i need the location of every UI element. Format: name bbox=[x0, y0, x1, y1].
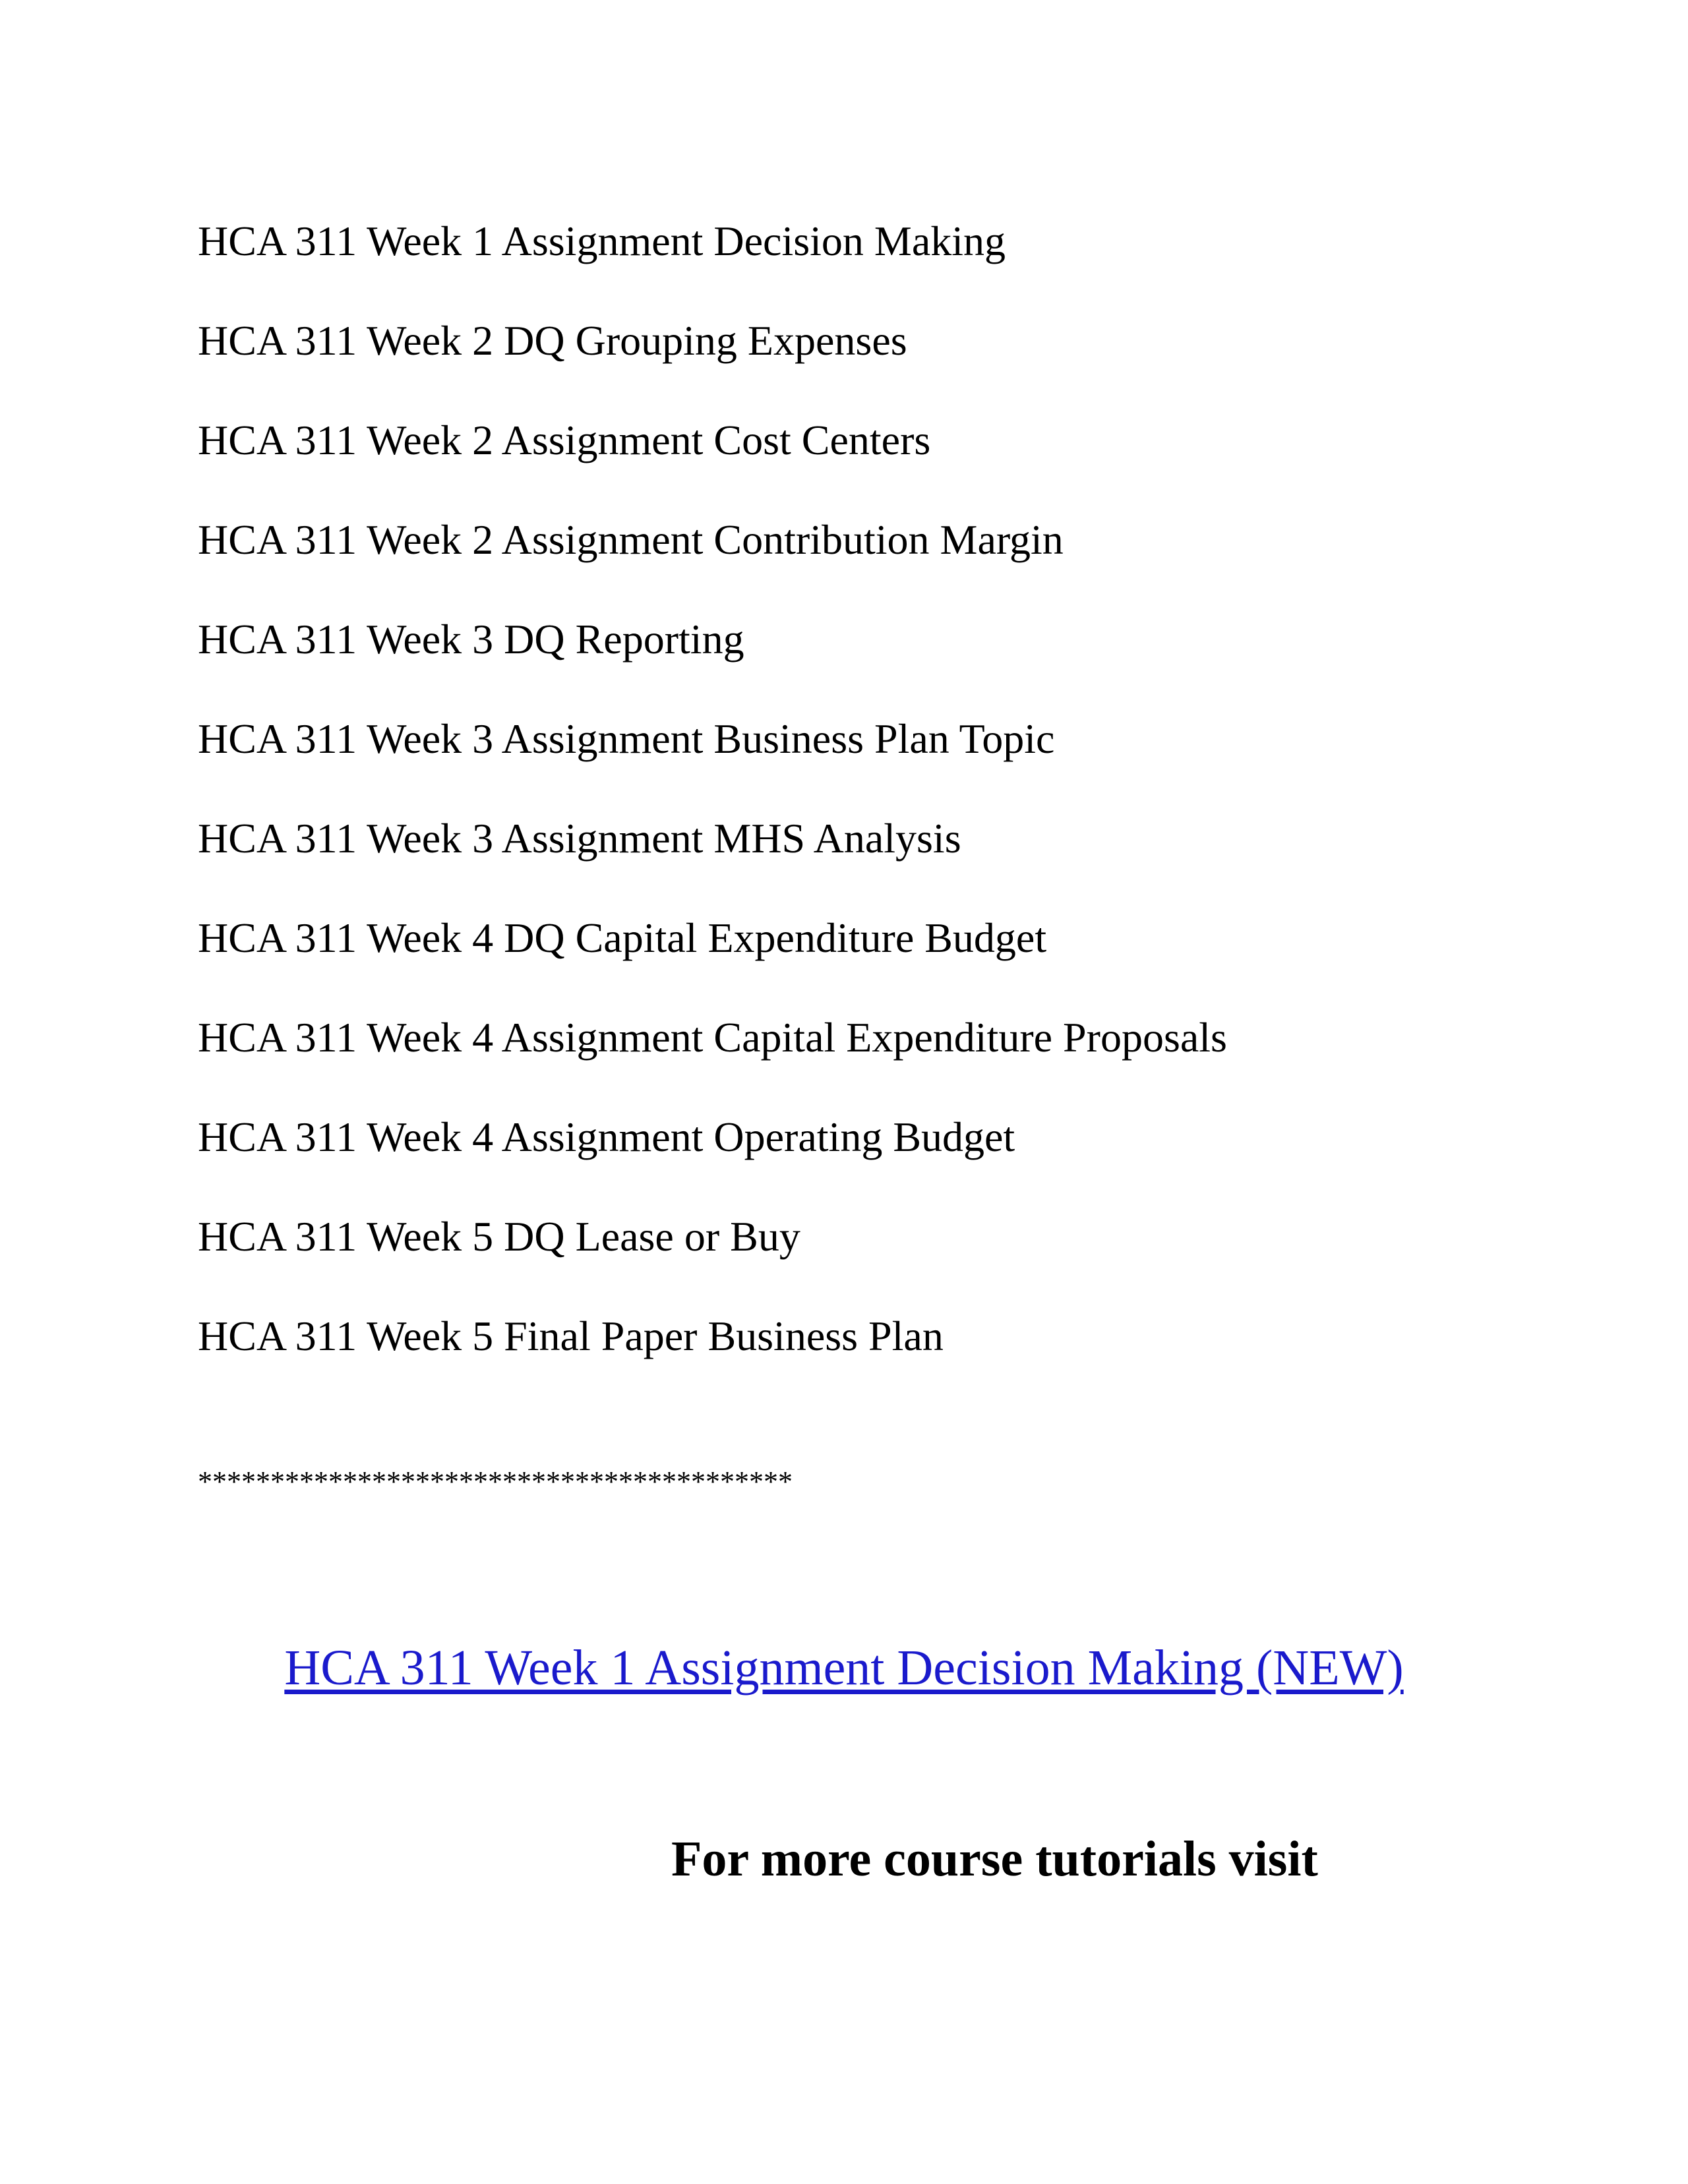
course-item: HCA 311 Week 4 Assignment Operating Budget bbox=[198, 1113, 1015, 1160]
course-item: HCA 311 Week 3 Assignment Business Plan Topic bbox=[198, 715, 1055, 762]
course-item: HCA 311 Week 2 Assignment Contribution Margin bbox=[198, 516, 1064, 563]
course-item: HCA 311 Week 5 Final Paper Business Plan bbox=[198, 1313, 944, 1359]
asterisk-separator: ***************************************** bbox=[198, 1465, 793, 1498]
more-tutorials-heading: For more course tutorials visit bbox=[671, 1831, 1318, 1887]
course-list bbox=[198, 191, 1227, 1386]
product-link-container bbox=[0, 1635, 1688, 1701]
course-item: HCA 311 Week 4 DQ Capital Expenditure Budget bbox=[198, 914, 1047, 961]
product-link[interactable]: HCA 311 Week 1 Assignment Decision Making (NEW) bbox=[284, 1640, 1404, 1696]
course-item: HCA 311 Week 3 DQ Reporting bbox=[198, 616, 744, 663]
course-item: HCA 311 Week 3 Assignment MHS Analysis bbox=[198, 815, 961, 862]
course-item: HCA 311 Week 2 Assignment Cost Centers bbox=[198, 417, 931, 463]
course-item: HCA 311 Week 4 Assignment Capital Expenditure Proposals bbox=[198, 1014, 1227, 1061]
course-item: HCA 311 Week 5 DQ Lease or Buy bbox=[198, 1213, 800, 1260]
course-item: HCA 311 Week 2 DQ Grouping Expenses bbox=[198, 317, 907, 364]
course-item: HCA 311 Week 1 Assignment Decision Making bbox=[198, 218, 1006, 264]
